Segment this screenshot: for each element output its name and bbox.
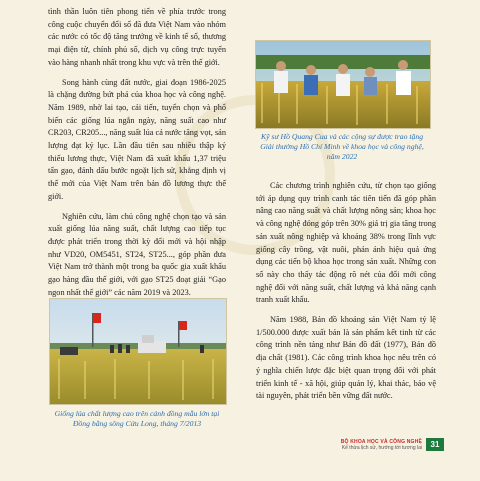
right-paragraph-1: Các chương trình nghiên cứu, từ chọn tạo giống tới áp dụng quy trình canh tác tiên tiến đã góp phần nâng cao năng suất và chất lượng nông sản; khoa học và công nghệ đóng góp trên 30% giá trị gia tăng trong sản xuất nông nghiệp và khoảng 38% trong lĩnh vực giống cây trồng, vật nuôi, phản ánh hiệu quả ứng dụng các tiến bộ khoa học trong sản xuất. Những con số này cho thấy tác động rõ nét của đổi mới công nghệ đối với năng suất, chất lượng và khả năng cạnh tranh xuất khẩu.: [256, 181, 436, 305]
footer-subtitle: Kế thừa lịch sử, hướng tới tương lai: [341, 445, 422, 451]
footer: [341, 439, 422, 451]
photo-scientists-in-rice-field: [255, 40, 431, 129]
left-paragraph-2: Song hành cùng đất nước, giai đoạn 1986-2025 là chặng đường bứt phá của khoa học và công nghệ. Năm 1989, nhờ lai tạo, cải tiến, tuyển chọn và phổ biến các giống lúa ngắn ngày, năng suất cao như CR203, CR205..., năng suất lúa cả nước tăng vọt, sản lượng đạt kỷ lục. Lần đầu tiên sau nhiều thập kỷ thiếu lương thực, Việt Nam đã xuất khẩu 1,37 triệu tấn gạo, đánh dấu bước ngoặt lịch sử, khẳng định vị thế mới của Việt Nam trên bản đồ lương thực thế giới.: [48, 77, 226, 201]
photo2-caption: Giống lúa chất lượng cao trên cánh đồng mẫu lớn tại Đồng bằng sông Cửu Long, tháng 7/2013: [54, 409, 220, 428]
photo1-caption: Kỹ sư Hồ Quang Cua và các cộng sự được trao tặng Giải thưởng Hồ Chí Minh về khoa học và công nghệ, năm 2022: [260, 132, 424, 161]
footer-title: BỘ KHOA HỌC VÀ CÔNG NGHỆ: [340, 439, 422, 445]
left-column: [48, 6, 226, 306]
left-paragraph-1: tình thần luôn tiên phong tiến về phía trước trong công cuộc chuyển đổi số đã đưa Việt Nam vào nhóm các nước có tốc độ tăng trưởng về kinh tế số, thương mại điện tử, chính phủ số, dịch vụ công trực tuyến vào hàng nhanh nhất trong khu vực và trên thế giới.: [48, 7, 226, 67]
right-paragraph-2: Năm 1988, Bản đồ khoảng sản Việt Nam tỷ lệ 1/500.000 được xuất bản là sản phẩm kết tinh từ các công trình nền tảng như Bản đồ đất (1977), Bản đồ địa chất (1981). Các công trình khoa học nêu trên có ý nghĩa chiến lược đặc biệt quan trọng đối với phát triển kinh tế - xã hội, giúp quản lý, khai thác, bảo vệ tài nguyên, phát triển bền vững đất nước.: [256, 315, 436, 401]
photo-rice-field-demonstration: [49, 298, 227, 405]
page-number: 31: [426, 438, 444, 451]
right-column: [256, 180, 436, 410]
left-paragraph-3: Nghiên cứu, làm chủ công nghệ chọn tạo và sản xuất giống lúa năng suất, chất lượng cao tiếp tục được phát triển trong thời kỳ đổi mới và hội nhập như VD20, OM5451, ST24, ST25..., góp phần đưa Việt Nam trở thành một trong ba quốc gia xuất khẩu gạo hàng đầu thế giới, với gạo ST25 đoạt giải “Gạo ngon nhất thế giới” các năm 2019 và 2023.: [48, 211, 226, 297]
